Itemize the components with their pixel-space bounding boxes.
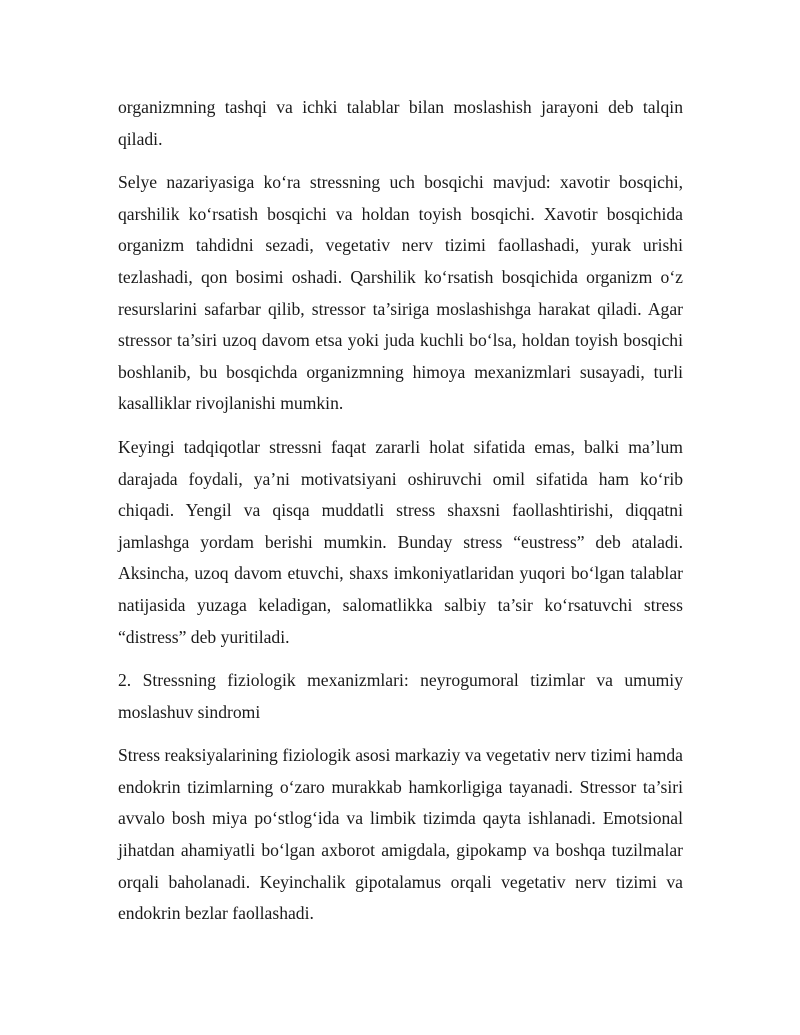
paragraph-eustress-distress: Keyingi tadqiqotlar stressni faqat zararli holat sifatida emas, balki ma’lum darajada foydali, ya’ni motivatsiyani oshiruvchi omil sifatida ham ko‘rib chiqadi. Yengil va qisqa muddatli stress shaxsni faollashtirishi, diqqatni jamlashga yordam berishi mumkin. Bunday stress “eustress” deb ataladi. Aksincha, uzoq davom etuvchi, shaxs imkoniyatlaridan yuqori bo‘lgan talablar natijasida yuzaga keladigan, salomatlikka salbiy ta’sir ko‘rsatuvchi stress “distress” deb yuritiladi. (118, 436, 683, 647)
section-heading: 2. Stressning fiziologik mexanizmlari: neyrogumoral tizimlar va umumiy moslashuv sindromi (118, 670, 683, 722)
paragraph-selye-stages: Selye nazariyasiga ko‘ra stressning uch bosqichi mavjud: xavotir bosqichi, qarshilik ko‘rsatish bosqichi va holdan toyish bosqichi. Xavotir bosqichida organizm tahdidni sezadi, vegetativ nerv tizimi faollashadi, yurak urishi tezlashadi, qon bosimi oshadi. Qarshilik ko‘rsatish bosqichida organizm o‘z resurslarini safarbar qilib, stressor ta’siriga moslashishga harakat qiladi. Agar stressor ta’siri uzoq davom etsa yoki juda kuchli bo‘lsa, holdan toyish bosqichi boshlanib, bu bosqichda organizmning himoya mexanizmlari susayadi, turli kasalliklar rivojlanishi mumkin. (118, 172, 683, 414)
paragraph-continuation: organizmning tashqi va ichki talablar bilan moslashish jarayoni deb talqin qiladi. (118, 97, 683, 149)
document-page (118, 92, 683, 942)
paragraph-physiology: Stress reaksiyalarining fiziologik asosi markaziy va vegetativ nerv tizimi hamda endokrin tizimlarning o‘zaro murakkab hamkorligiga tayanadi. Stressor ta’siri avvalo bosh miya po‘stlog‘ida va limbik tizimda qayta ishlanadi. Emotsional jihatdan ahamiyatli bo‘lgan axborot amigdala, gipokamp va boshqa tuzilmalar orqali baholanadi. Keyinchalik gipotalamus orqali vegetativ nerv tizimi va endokrin bezlar faollashadi. (118, 745, 683, 924)
